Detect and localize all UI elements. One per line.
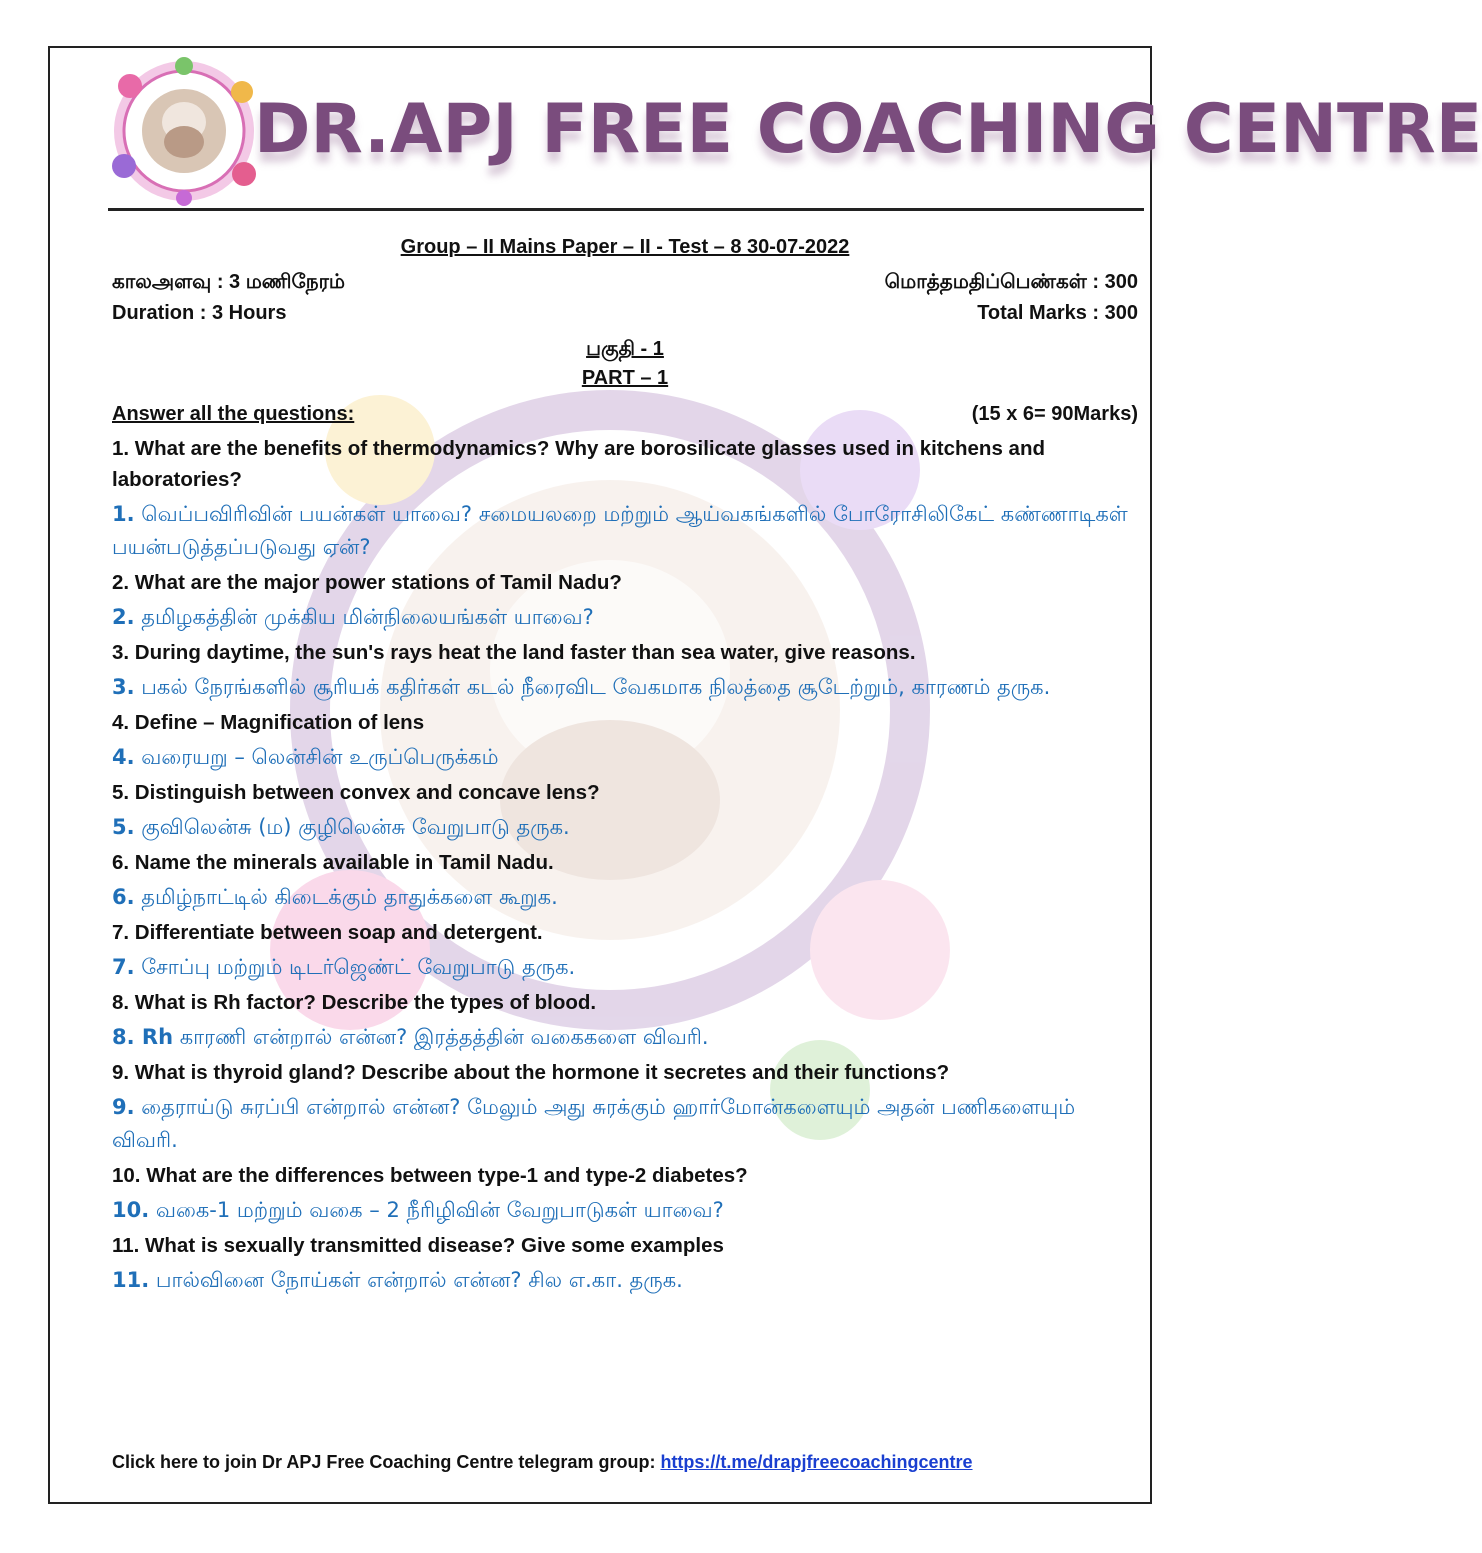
header-divider — [108, 208, 1144, 211]
question-number: 8. Rh — [112, 1025, 174, 1049]
page-header — [104, 56, 1482, 206]
meta-row-english — [112, 298, 1138, 329]
question-list — [112, 433, 1138, 1297]
question-number: 9. — [112, 1095, 135, 1119]
question-tamil-text: பால்வினை நோய்கள் என்றால் என்ன? சில எ.கா. தருக. — [149, 1268, 683, 1292]
footer — [112, 1452, 1138, 1473]
question-english: 4. Define – Magnification of lens — [112, 711, 425, 734]
marks-scheme: (15 x 6= 90Marks) — [971, 403, 1138, 425]
total-marks-english: Total Marks : 300 — [977, 302, 1138, 324]
question-number: 7. — [112, 955, 135, 979]
question-tamil — [112, 1194, 1138, 1227]
question-english: 6. Name the minerals available in Tamil Nadu. — [112, 851, 554, 874]
question-number: 5. — [112, 815, 135, 839]
question-number: 4. — [112, 745, 135, 769]
question-tamil-text: வெப்பவிரிவின் பயன்கள் யாவை? சமையலறை மற்றும் ஆய்வகங்களில் போரோசிலிகேட் கண்ணாடிகள் பயன்படுத்தப்படுவது ஏன்? — [112, 502, 1128, 559]
question-tamil — [112, 811, 1138, 844]
question-tamil-text: குவிலென்சு (ம) குழிலென்சு வேறுபாடு தருக. — [134, 815, 570, 839]
footer-text: Click here to join Dr APJ Free Coaching Centre telegram group: — [112, 1452, 661, 1472]
question-tamil — [112, 951, 1138, 984]
exam-title: Group – II Mains Paper – II - Test – 8 30-07-2022 — [400, 236, 850, 258]
question-english: 5. Distinguish between convex and concave lens? — [112, 781, 600, 804]
duration-english: Duration : 3 Hours — [112, 302, 287, 324]
question-number: 1. — [112, 502, 135, 526]
question-number: 3. — [112, 675, 135, 699]
question-tamil-text: பகல் நேரங்களில் சூரியக் கதிர்கள் கடல் நீரைவிட வேகமாக நிலத்தை சூடேற்றும், காரணம் தருக. — [134, 675, 1051, 699]
part-heading-tamil: பகுதி - 1 — [586, 338, 664, 360]
instruction: Answer all the questions: — [112, 403, 355, 425]
question-tamil-text: சோப்பு மற்றும் டிடர்ஜெண்ட் வேறுபாடு தருக. — [134, 955, 576, 979]
question-english: 8. What is Rh factor? Describe the types of blood. — [112, 991, 597, 1014]
question-english: 10. What are the differences between type-1 and type-2 diabetes? — [112, 1164, 748, 1187]
question-english: 2. What are the major power stations of Tamil Nadu? — [112, 571, 622, 594]
question-english: 3. During daytime, the sun's rays heat the land faster than sea water, give reasons. — [112, 641, 916, 664]
question-tamil — [112, 881, 1138, 914]
part-heading-english: PART – 1 — [581, 367, 669, 389]
question-english: 11. What is sexually transmitted disease? Give some examples — [112, 1234, 724, 1257]
instruction-row — [112, 399, 1138, 429]
question-tamil — [112, 1091, 1138, 1157]
duration-tamil: காலஅளவு : 3 மணிநேரம் — [112, 271, 346, 293]
question-tamil — [112, 741, 1138, 774]
telegram-link[interactable]: https://t.me/drapjfreecoachingcentre — [660, 1452, 973, 1472]
meta-row-tamil — [112, 267, 1138, 298]
question-english: 9. What is thyroid gland? Describe about the hormone it secretes and their functions? — [112, 1061, 950, 1084]
question-number: 6. — [112, 885, 135, 909]
question-tamil — [112, 671, 1138, 704]
question-tamil-text: தைராய்டு சுரப்பி என்றால் என்ன? மேலும் அது சுரக்கும் ஹார்மோன்களையும் அதன் பணிகளையும் விவரி. — [112, 1095, 1076, 1152]
question-tamil — [112, 601, 1138, 634]
question-tamil — [112, 1021, 1138, 1054]
question-number: 11. — [112, 1268, 150, 1292]
question-tamil-text: தமிழ்நாட்டில் கிடைக்கும் தாதுக்களை கூறுக. — [134, 885, 558, 909]
question-english: 7. Differentiate between soap and detergent. — [112, 921, 543, 944]
question-number: 2. — [112, 605, 135, 629]
question-tamil — [112, 1264, 1138, 1297]
question-english: 1. What are the benefits of thermodynamics? Why are borosilicate glasses used in kitchens and laboratories? — [112, 437, 1046, 491]
question-paper — [112, 236, 1138, 1297]
question-tamil-text: தமிழகத்தின் முக்கிய மின்நிலையங்கள் யாவை? — [134, 605, 594, 629]
question-tamil-text: வகை-1 மற்றும் வகை – 2 நீரிழிவின் வேறுபாடுகள் யாவை? — [149, 1198, 724, 1222]
question-tamil-text: வரையறு – லென்சின் உருப்பெருக்கம் — [134, 745, 499, 769]
total-marks-tamil: மொத்தமதிப்பெண்கள் : 300 — [884, 271, 1138, 293]
question-tamil — [112, 498, 1138, 564]
question-number: 10. — [112, 1198, 150, 1222]
header-title: DR.APJ FREE COACHING CENTRE — [254, 90, 1482, 169]
question-tamil-text: காரணி என்றால் என்ன? இரத்தத்தின் வகைகளை விவரி. — [173, 1025, 709, 1049]
logo-apj-portrait — [104, 56, 264, 206]
